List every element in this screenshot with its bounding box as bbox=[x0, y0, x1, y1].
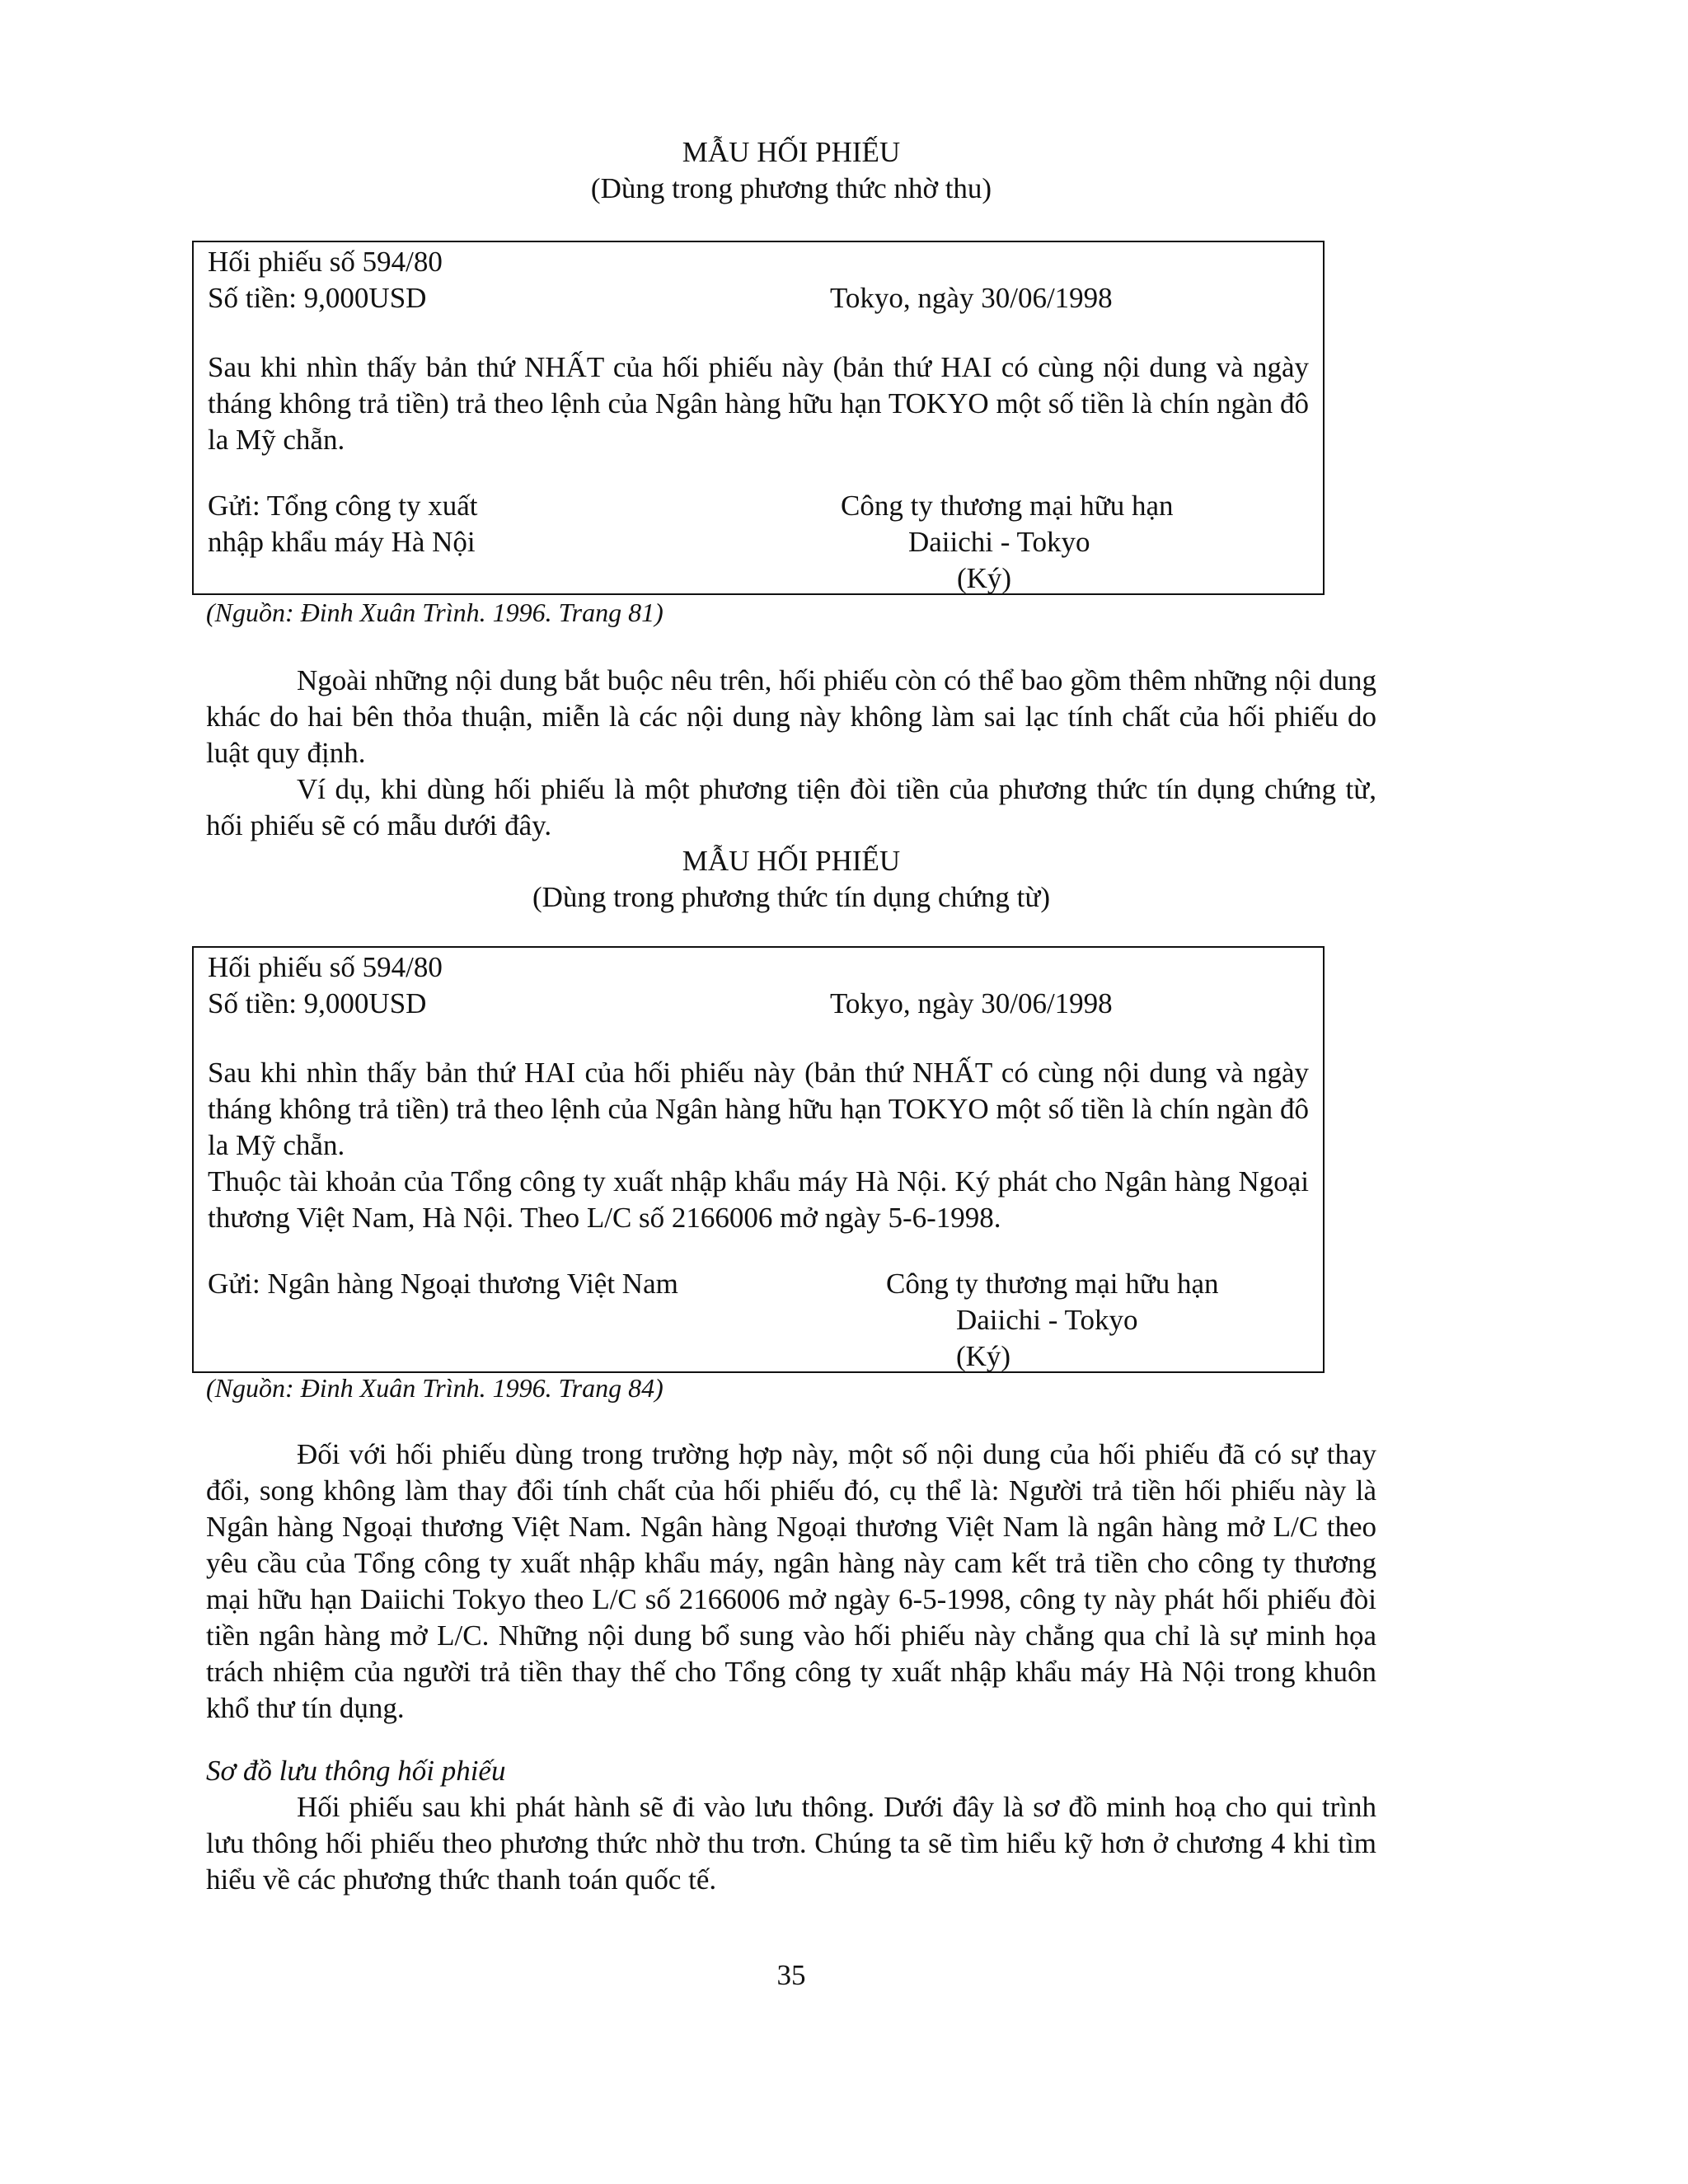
document-page bbox=[206, 0, 1376, 2184]
paragraph-explanation: Đối với hối phiếu dùng trong trường hợp này, một số nội dung của hối phiếu đã có sự thay đổi, song không làm thay đổi tính chất của hối phiếu đó, cụ thể là: Người trả tiền hối phiếu này là Ngân hàng Ngoại thương Việt Nam. Ngân hàng Ngoại thương Việt Nam là ngân hàng mở L/C theo yêu cầu của Tổng công ty xuất nhập khẩu máy, ngân hàng này cam kết trả tiền cho công ty thương mại hữu hạn Daiichi Tokyo theo L/C số 2166006 mở ngày 6-5-1998, công ty này phát hối phiếu đòi tiền ngân hàng mở L/C. Những nội dung bổ sung vào hối phiếu này chẳng qua chỉ là sự minh họa trách nhiệm của người trả tiền thay thế cho Tổng công ty xuất nhập khẩu máy Hà Nội trong khuôn khổ thư tín dụng. bbox=[206, 1438, 1376, 1724]
form2-amount: Số tiền: 9,000USD bbox=[208, 987, 427, 1019]
form2-box bbox=[192, 946, 1325, 1373]
form2-body: Sau khi nhìn thấy bản thứ HAI của hối phiếu này (bản thứ NHẤT có cùng nội dung và ngày tháng không trả tiền) trả theo lệnh của Ngân hàng hữu hạn TOKYO một số tiền là chín ngàn đô la Mỹ chẵn. bbox=[208, 1057, 1309, 1161]
form1-amount: Số tiền: 9,000USD bbox=[208, 282, 427, 314]
form1-signature: (Ký) bbox=[957, 562, 1012, 594]
section-heading: Sơ đồ lưu thông hối phiếu bbox=[206, 1755, 506, 1787]
form2-title: MẪU HỐI PHIẾU bbox=[682, 845, 901, 877]
form2-signature: (Ký) bbox=[956, 1340, 1011, 1372]
form1-drawer-line1: Công ty thương mại hữu hạn bbox=[841, 490, 1174, 522]
form1-title: MẪU HỐI PHIẾU bbox=[682, 136, 901, 168]
paragraph-example: Ví dụ, khi dùng hối phiếu là một phương tiện đòi tiền của phương thức tín dụng chứng từ, hối phiếu sẽ có mẫu dưới đây. bbox=[206, 773, 1376, 841]
form1-place-date: Tokyo, ngày 30/06/1998 bbox=[830, 282, 1113, 314]
form2-bill-number: Hối phiếu số 594/80 bbox=[208, 951, 443, 983]
form1-box bbox=[192, 241, 1325, 595]
form1-recipient-line1: Gửi: Tổng công ty xuất bbox=[208, 490, 478, 522]
form1-body: Sau khi nhìn thấy bản thứ NHẤT của hối phiếu này (bản thứ HAI có cùng nội dung và ngày tháng không trả tiền) trả theo lệnh của Ngân hàng hữu hạn TOKYO một số tiền là chín ngàn đô la Mỹ chẵn. bbox=[208, 351, 1309, 456]
form1-source: (Nguồn: Đinh Xuân Trình. 1996. Trang 81) bbox=[206, 598, 663, 627]
form2-place-date: Tokyo, ngày 30/06/1998 bbox=[830, 987, 1113, 1019]
form2-subtitle: (Dùng trong phương thức tín dụng chứng từ) bbox=[532, 881, 1051, 913]
page-number: 35 bbox=[776, 1959, 806, 1991]
form1-subtitle: (Dùng trong phương thức nhờ thu) bbox=[590, 172, 992, 204]
form2-drawer-line1: Công ty thương mại hữu hạn bbox=[886, 1268, 1219, 1300]
form2-recipient: Gửi: Ngân hàng Ngoại thương Việt Nam bbox=[208, 1268, 678, 1300]
form1-recipient-line2: nhập khẩu máy Hà Nội bbox=[208, 526, 476, 558]
form2-source: (Nguồn: Đinh Xuân Trình. 1996. Trang 84) bbox=[206, 1373, 663, 1403]
form2-account: Thuộc tài khoản của Tổng công ty xuất nhập khẩu máy Hà Nội. Ký phát cho Ngân hàng Ngoại thương Việt Nam, Hà Nội. Theo L/C số 2166006 mở ngày 5-6-1998. bbox=[208, 1165, 1309, 1234]
form2-drawer-line2: Daiichi - Tokyo bbox=[956, 1304, 1138, 1336]
form1-drawer-line2: Daiichi - Tokyo bbox=[908, 526, 1090, 558]
paragraph-circulation: Hối phiếu sau khi phát hành sẽ đi vào lưu thông. Dưới đây là sơ đồ minh hoạ cho qui trình lưu thông hối phiếu theo phương thức nhờ thu trơn. Chúng ta sẽ tìm hiểu kỹ hơn ở chương 4 khi tìm hiểu về các phương thức thanh toán quốc tế. bbox=[206, 1791, 1376, 1896]
paragraph-optional-contents: Ngoài những nội dung bắt buộc nêu trên, hối phiếu còn có thể bao gồm thêm những nội dung khác do hai bên thỏa thuận, miễn là các nội dung này không làm sai lạc tính chất của hối phiếu do luật quy định. bbox=[206, 664, 1376, 769]
form1-bill-number: Hối phiếu số 594/80 bbox=[208, 246, 443, 278]
